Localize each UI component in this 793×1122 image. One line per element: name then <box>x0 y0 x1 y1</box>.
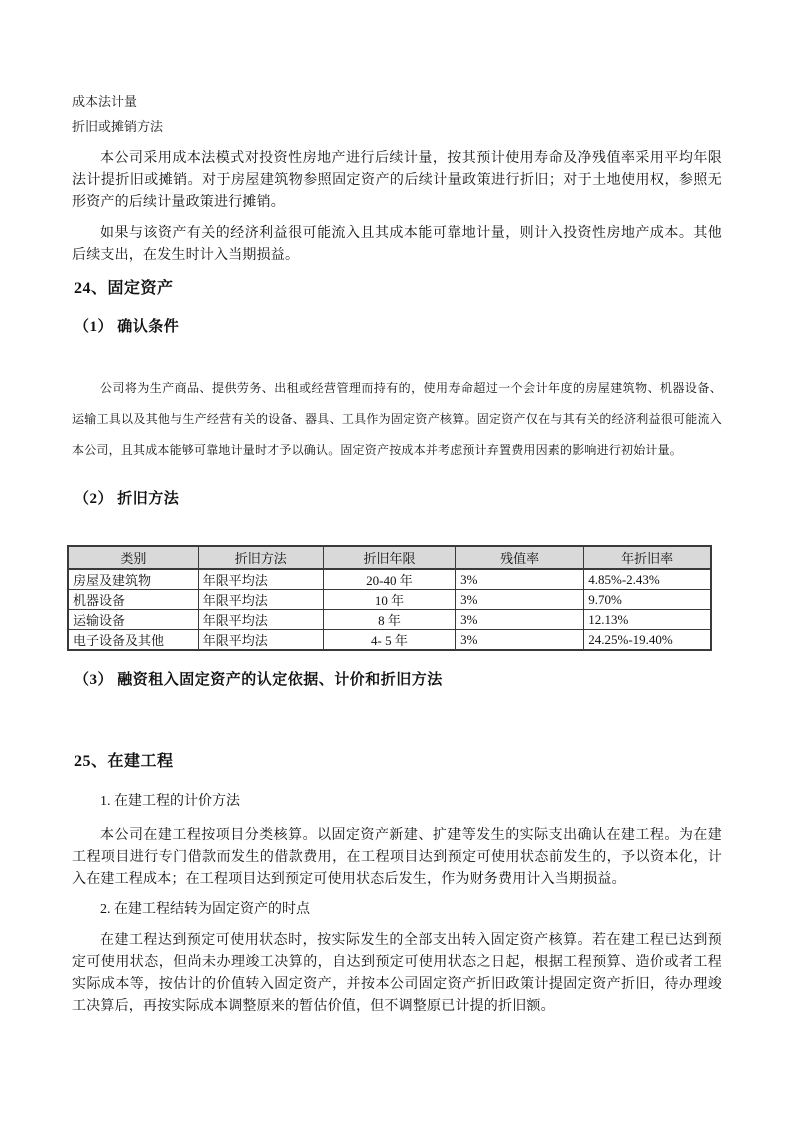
paragraph-subsequent-expenditure: 如果与该资产有关的经济利益很可能流入且其成本能可靠地计量，则计入投资性房地产成本。其他后续支出，在发生时计入当期损益。 <box>72 226 722 263</box>
cell-method: 年限平均法 <box>198 630 323 651</box>
cell-residual-rate: 3% <box>456 610 584 630</box>
table-row <box>68 569 711 590</box>
cell-residual-rate: 3% <box>456 630 584 651</box>
section-24-sub2-heading: （2） 折旧方法 <box>74 491 180 507</box>
cell-category: 电子设备及其他 <box>68 630 198 651</box>
depreciation-table <box>67 545 712 651</box>
cell-category: 房屋及建筑物 <box>68 569 198 590</box>
cell-method: 年限平均法 <box>198 569 323 590</box>
cell-residual-rate: 3% <box>456 569 584 590</box>
cell-residual-rate: 3% <box>456 590 584 610</box>
cell-life: 4- 5 年 <box>323 630 455 651</box>
section-24-sub3-heading: （3） 融资租入固定资产的认定依据、计价和折旧方法 <box>74 672 443 688</box>
cell-category: 机器设备 <box>68 590 198 610</box>
section-25-item2-heading: 2. 在建工程结转为固定资产的时点 <box>100 902 310 917</box>
header-residual-rate: 残值率 <box>456 546 584 569</box>
depreciation-table-header-row <box>68 546 711 569</box>
header-depreciation-method: 折旧方法 <box>198 546 323 569</box>
paragraph-cip-valuation-method: 本公司在建工程按项目分类核算。以固定资产新建、扩建等发生的实际支出确认在建工程。为在建工程项目进行专门借款而发生的借款费用，在工程项目达到预定可使用状态前发生的，予以资本化，计入在建工程成本；在工程项目达到预定可使用状态后发生，作为财务费用计入当期损益。 <box>72 828 722 887</box>
section-24-sub1-heading: （1） 确认条件 <box>74 319 180 335</box>
cell-life: 8 年 <box>323 610 455 630</box>
section-25-heading: 25、在建工程 <box>74 753 174 770</box>
cell-annual-rate: 24.25%-19.40% <box>584 630 711 651</box>
header-depreciation-life: 折旧年限 <box>323 546 455 569</box>
paragraph-cip-transfer-timing: 在建工程达到预定可使用状态时，按实际发生的全部支出转入固定资产核算。若在建工程已达到预定可使用状态，但尚未办理竣工决算的，自达到预定可使用状态之日起，根据工程预算、造价或者工程实际成本等，按估计的价值转入固定资产，并按本公司固定资产折旧政策计提固定资产折旧，待办理竣工决算后，再按实际成本调整原来的暂估价值，但不调整原已计提的折旧额。 <box>72 933 722 1014</box>
cell-method: 年限平均法 <box>198 610 323 630</box>
cell-annual-rate: 12.13% <box>584 610 711 630</box>
section-24-heading: 24、固定资产 <box>74 280 174 297</box>
header-annual-depreciation-rate: 年折旧率 <box>584 546 711 569</box>
header-category: 类别 <box>68 546 198 569</box>
paragraph-fixed-asset-recognition: 公司将为生产商品、提供劳务、出租或经营管理而持有的，使用寿命超过一个会计年度的房屋建筑物、机器设备、运输工具以及其他与生产经营有关的设备、器具、工具作为固定资产核算。固定资产仅在与其有关的经济利益很可能流入本公司，且其成本能够可靠地计量时才予以确认。固定资产按成本并考虑预计弃置费用因素的影响进行初始计量。 <box>72 381 722 457</box>
table-row <box>68 610 711 630</box>
cell-method: 年限平均法 <box>198 590 323 610</box>
cell-annual-rate: 9.70% <box>584 590 711 610</box>
cell-category: 运输设备 <box>68 610 198 630</box>
cell-annual-rate: 4.85%-2.43% <box>584 569 711 590</box>
paragraph-investment-property-measurement: 本公司采用成本法模式对投资性房地产进行后续计量，按其预计使用寿命及净残值率采用平均年限法计提折旧或摊销。对于房屋建筑物参照固定资产的后续计量政策进行折旧；对于土地使用权，参照无形资产的后续计量政策进行摊销。 <box>72 151 722 210</box>
table-row <box>68 590 711 610</box>
depreciation-amortization-method-label: 折旧或摊销方法 <box>72 119 164 134</box>
cell-life: 20-40 年 <box>323 569 455 590</box>
cell-life: 10 年 <box>323 590 455 610</box>
cost-method-label: 成本法计量 <box>72 94 138 109</box>
section-25-item1-heading: 1. 在建工程的计价方法 <box>100 794 240 809</box>
table-row <box>68 630 711 651</box>
